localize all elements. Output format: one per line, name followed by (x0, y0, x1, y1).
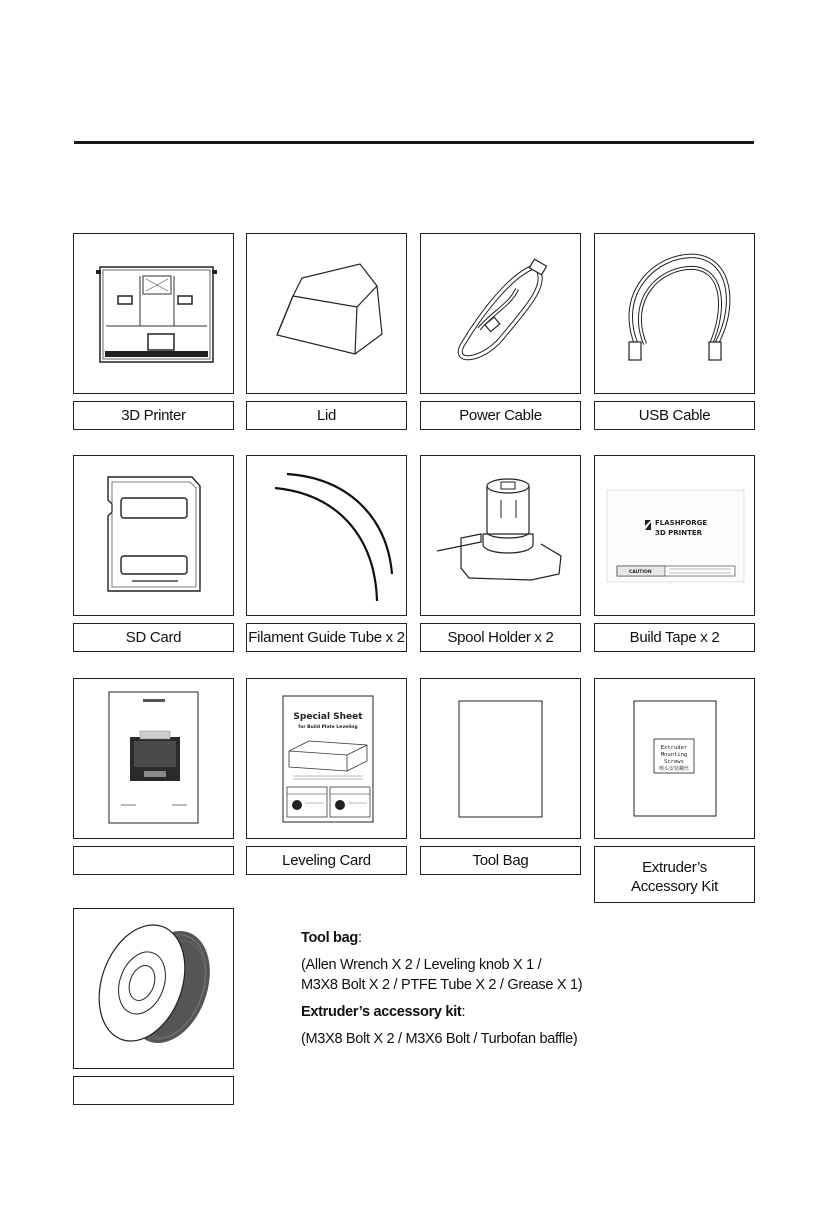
kit-line1: (M3X8 Bolt X 2 / M3X6 Bolt / Turbofan baffle) (301, 1031, 578, 1047)
tool-bag-title: Tool bag (301, 930, 358, 946)
label-lid: Lid (246, 401, 407, 430)
guide-tube-icon (247, 456, 408, 617)
power-cable-image (420, 233, 581, 394)
spool-holder-image (420, 455, 581, 616)
guide-tube-image (246, 455, 407, 616)
label-filament (73, 1076, 234, 1105)
tool-bag-heading (301, 928, 721, 948)
tool-bag-line2: M3X8 Bolt X 2 / PTFE Tube X 2 / Grease X 1) (301, 977, 583, 993)
sd-card-image (73, 455, 234, 616)
kit-title: Extruder’s accessory kit (301, 1004, 462, 1020)
leveling-card-title: Special Sheet (293, 712, 363, 722)
leveling-card-icon (247, 679, 408, 840)
accessory-kit-line2: Mounting (660, 752, 688, 758)
kit-colon: : (461, 1004, 466, 1020)
usb-cable-icon (595, 234, 756, 395)
usb-cable-image (594, 233, 755, 394)
label-tool-bag: Tool Bag (420, 846, 581, 875)
tool-bag-line1: (Allen Wrench X 2 / Leveling knob X 1 / (301, 957, 542, 973)
filament-spool-image (73, 908, 234, 1069)
build-tape-icon (595, 456, 756, 617)
label-manual (73, 846, 234, 875)
manual-icon (74, 679, 235, 840)
header-rule (74, 141, 754, 144)
label-accessory-kit (594, 846, 755, 903)
kit-heading (301, 1002, 721, 1022)
tool-bag-image (420, 678, 581, 839)
spool-holder-icon (421, 456, 582, 617)
notes-section (301, 928, 721, 1049)
sd-card-icon (74, 456, 235, 617)
label-usb-cable: USB Cable (594, 401, 755, 430)
accessory-kit-icon (595, 679, 756, 840)
build-tape-caution: CAUTION (629, 570, 652, 575)
printer-icon (74, 234, 235, 395)
power-cable-icon (421, 234, 582, 395)
label-sd-card: SD Card (73, 623, 234, 652)
label-leveling-card: Leveling Card (246, 846, 407, 875)
tool-bag-icon (421, 679, 582, 840)
manual-image (73, 678, 234, 839)
build-tape-image (594, 455, 755, 616)
lid-icon (247, 234, 408, 395)
label-guide-tube: Filament Guide Tube x 2 (246, 623, 407, 652)
label-power-cable: Power Cable (420, 401, 581, 430)
leveling-card-image (246, 678, 407, 839)
accessory-kit-image (594, 678, 755, 839)
leveling-card-subtitle: for Build Plate Leveling (298, 725, 358, 730)
label-3d-printer: 3D Printer (73, 401, 234, 430)
accessory-kit-line1: Extruder (660, 745, 688, 751)
tool-bag-colon: : (357, 930, 362, 946)
accessory-kit-line3: Screws (664, 759, 684, 765)
label-spool-holder: Spool Holder x 2 (420, 623, 581, 652)
printer-image (73, 233, 234, 394)
label-accessory-kit-text: Extruder’s Accessory Kit (631, 858, 718, 895)
label-build-tape: Build Tape x 2 (594, 623, 755, 652)
build-tape-brand: FLASHFORGE (655, 519, 708, 527)
lid-image (246, 233, 407, 394)
build-tape-product: 3D PRINTER (655, 529, 703, 537)
filament-spool-icon (74, 909, 235, 1070)
accessory-kit-line4: 喷头安装螺丝 (658, 766, 690, 772)
